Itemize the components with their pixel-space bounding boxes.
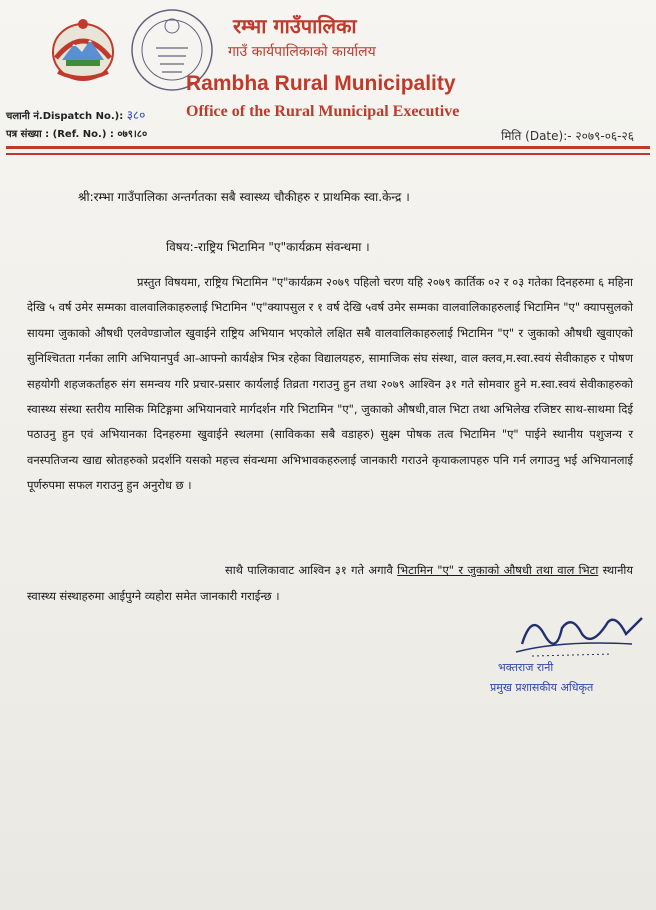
closing-tail: स्थानीय स्वास्थ्य संस्थाहरुमा आईपुग्ने व्यहोरा समेत जानकारी गराईन्छ । — [27, 563, 633, 603]
closing-lead: साथै पालिकावाट आश्विन ३१ गते अगावै — [225, 563, 398, 577]
closing-paragraph — [27, 557, 633, 609]
dispatch-value: ३८० — [126, 108, 146, 122]
nepal-emblem-icon — [44, 14, 122, 84]
reference-number — [6, 126, 147, 140]
dispatch-label: चलानी नं.Dispatch No.): — [6, 111, 124, 122]
signatory-name: भक्तराज रानी — [498, 661, 554, 674]
ref-value: ०७९।८० — [117, 129, 148, 140]
office-name-english: Office of the Rural Municipal Executive — [186, 103, 460, 120]
letter-date — [501, 127, 634, 144]
ref-label: पत्र संख्या : (Ref. No.) : — [6, 129, 114, 140]
office-name-nepali: गाउँ कार्यपालिकाको कार्यालय — [228, 44, 376, 60]
letter-body: प्रस्तुत विषयमा, राष्ट्रिय भिटामिन "ए"कार्यक्रम २०७९ पहिलो चरण यहि २०७९ कार्तिक ०२ र ०३ गतेका दिनहरुमा ६ महिना देखि ५ वर्ष उमेर सम्मका वालवालिकाहरुलाई भिटामिन "ए"क्यापसुल र १ वर्ष देखि ५वर्ष उमेर सम्मका वालवालिकाहरुलाई भिटामिन "ए" क्यापसुलको सायमा जुकाको औषधी एलवेण्डाजोल खुवाईने राष्ट्रिय अभियान भएकोले लक्षित सबै वालवालिकाहरुलाई भिटामिन "ए" र जुकाको औषधी खुवाएको सुनिश्चितता गर्नका लागि अभियानपुर्व आ-आफ्नो कार्यक्षेत्र भित्र रहेका विद्यालयहरु, सामाजिक संघ संस्था, वाल क्लव,म.स्वा.स्वयं सेवीकाहरु र पोषण सहयोगी शहजकर्ताहरु संग समन्वय गरि प्रचार-प्रसार कार्यलाई तिव्रता गराउनु हुन तथा २०७९ आश्विन ३१ गते सोमवार हुने म.स्वा.स्वयं सेवीकाहरुको स्वास्थ्य संस्था स्तरीय मासिक मिटिङ्गमा अभियानवारे मार्गदर्शन गरि भिटामिन "ए", जुकाको औषधी,वाल भिटा तथा अभिलेख रजिष्टर साथ-साथमा दिई पठाउनु हुन एवं अभियानका दिनहरुमा खुवाईने स्थलमा (साविकका सबै वडाहरु) सुक्ष्म पोषक तत्व भिटामिन "ए" पाईने स्थानीय पशुजन्य र वनस्पतिजन्य खाद्य स्रोतहरुको प्रदर्शनि यसको महत्त्व संवन्धमा अभिभावकहरुलाई जानकारी गराउने कृयाकलापहरु पनि गर्न लगाउनु भई अभियानलाई पूर्णरुपमा सफल गराउनु हुन अनुरोध छ । — [27, 275, 633, 493]
signatory-title: प्रमुख प्रशासकीय अधिकृत — [490, 681, 594, 694]
date-label: मिति (Date):- — [501, 129, 572, 143]
closing-underlined: भिटामिन "ए" र जुकाको औषधी तथा वाल भिटा — [397, 563, 599, 577]
dispatch-number — [6, 106, 145, 123]
subject-line: विषय:-राष्ट्रिय भिटामिन "ए"कार्यक्रम संवन्धमा । — [166, 240, 370, 254]
municipality-name-english: Rambha Rural Municipality — [186, 72, 456, 95]
municipality-name-nepali: रम्भा गाउँपालिका — [233, 14, 357, 38]
header-divider-top — [6, 146, 650, 149]
header-divider-bottom — [6, 153, 650, 155]
addressee-line: श्री:रम्भा गाउँपालिका अन्तर्गतका सबै स्वास्थ्य चौकीहरु र प्राथमिक स्वा.केन्द्र । — [78, 190, 410, 204]
date-value: २०७९-०६-२६ — [575, 129, 634, 143]
